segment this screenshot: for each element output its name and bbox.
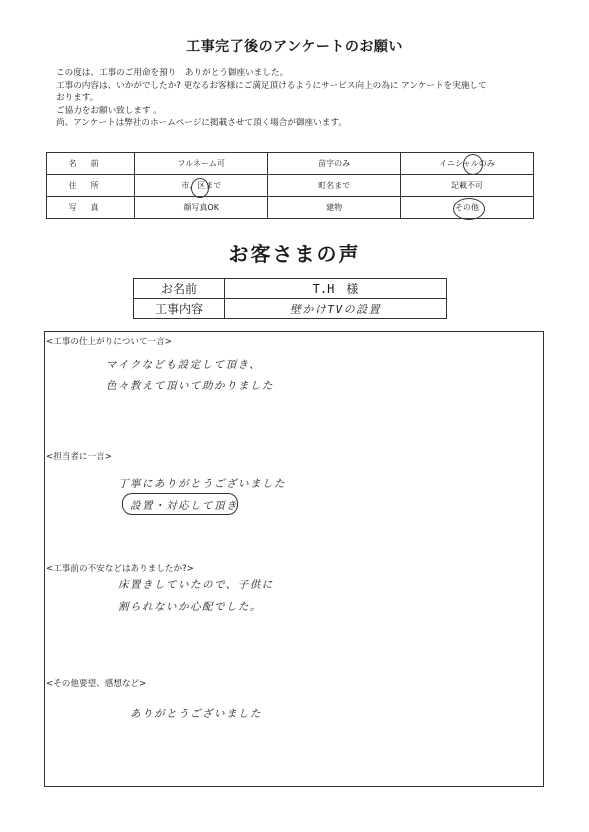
comments-box	[44, 331, 544, 787]
consent-row-address	[47, 175, 534, 197]
customer-info-table	[133, 278, 447, 319]
option-other[interactable]: その他	[401, 197, 534, 219]
selection-circle-city	[191, 178, 209, 198]
handwritten-comment: ありがとうございました	[130, 708, 262, 720]
option-surname-only[interactable]: 苗字のみ	[268, 153, 401, 175]
consent-label-photo: 写真	[47, 197, 135, 219]
handwritten-comment: マイクなども設定して頂き、	[106, 359, 262, 371]
intro-line: 尚、アンケートは弊社のホームページに掲載させて頂く場合が御座います。	[56, 118, 347, 129]
section-heading-staff: <担当者に一言>	[46, 452, 112, 462]
intro-line: この度は、工事のご用命を預り ありがとう御座いました。	[56, 68, 289, 78]
name-label: お名前	[134, 279, 225, 299]
page-title: 工事完了後のアンケートのお願い	[186, 39, 403, 55]
work-value: 壁かけTVの設置	[225, 299, 447, 319]
option-initials-only[interactable]: イニシャルのみ	[401, 153, 534, 175]
handwritten-comment: 割られないか心配でした。	[118, 601, 262, 613]
handwritten-comment: 丁寧にありがとうございました	[118, 478, 286, 490]
option-town-name[interactable]: 町名まで	[268, 175, 401, 197]
consent-label-name: 名前	[47, 153, 135, 175]
intro-line: 工事の内容は、いかがでしたか? 更なるお客様にご満足頂けるようにサービス向上の為に アンケートを実施して	[56, 80, 487, 91]
section-heading-other: <その他要望、感想など>	[46, 679, 147, 689]
option-face-photo[interactable]: 顔写真OK	[135, 197, 268, 219]
customer-voice-heading: お客さまの声	[228, 242, 361, 266]
intro-line: おります。	[56, 93, 99, 104]
selection-circle-initials	[463, 154, 483, 175]
handwritten-comment: 設置・対応して頂き	[130, 500, 238, 512]
option-fullname[interactable]: フルネーム可	[135, 153, 268, 175]
section-heading-finish: <工事の仕上がりについて一言>	[46, 337, 172, 347]
intro-text	[56, 67, 556, 130]
handwritten-comment: 床置きしていたので、子供に	[118, 579, 274, 591]
work-label: 工事内容	[134, 299, 225, 319]
option-no-listing[interactable]: 記載不可	[401, 175, 534, 197]
option-city-ward[interactable]: 市、区まで	[135, 175, 268, 197]
consent-row-name	[47, 153, 534, 175]
name-value: T.H 様	[225, 279, 447, 299]
selection-circle-other	[453, 198, 485, 220]
consent-label-address: 住所	[47, 175, 135, 197]
section-heading-concerns: <工事前の不安などはありましたか?>	[46, 564, 194, 574]
option-building[interactable]: 建物	[268, 197, 401, 219]
handwritten-comment: 色々教えて頂いて助かりました	[106, 380, 274, 392]
intro-line: ご協力をお願い致します 。	[56, 105, 162, 116]
